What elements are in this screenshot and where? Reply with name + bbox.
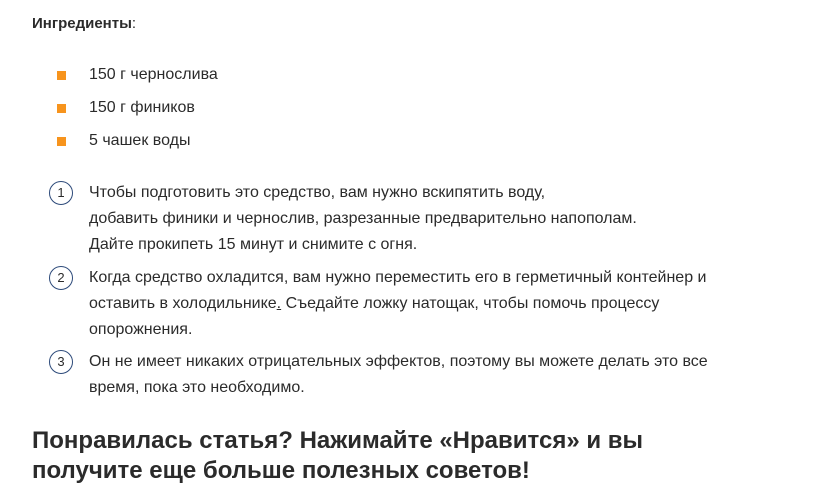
step-text-line: добавить финики и чернослив, разрезанные предварительно напополам. bbox=[89, 210, 637, 227]
ingredients-heading-label: Ингредиенты bbox=[32, 15, 132, 32]
call-to-action-heading bbox=[32, 426, 643, 486]
step-text-segment: Съедайте ложку натощак, чтобы помочь процессу bbox=[281, 295, 660, 312]
cta-line: Понравилась статья? Нажимайте «Нравится» и вы bbox=[32, 427, 644, 454]
step-text-line bbox=[89, 291, 659, 317]
step-text-line: опорожнения. bbox=[89, 321, 193, 338]
step-text-line: время, пока это необходимо. bbox=[89, 379, 305, 396]
step-text-line: Когда средство охладится, вам нужно переместить его в герметичный контейнер и bbox=[89, 269, 707, 286]
list-item bbox=[0, 129, 400, 153]
ingredients-heading bbox=[32, 14, 136, 34]
ingredient-text: 150 г чернослива bbox=[89, 66, 218, 83]
step-number-badge: 1 bbox=[49, 181, 73, 205]
square-bullet-icon bbox=[57, 71, 66, 80]
step-text-line: Он не имеет никаких отрицательных эффектов, поэтому вы можете делать это все bbox=[89, 353, 708, 370]
ingredient-text: 150 г фиников bbox=[89, 99, 195, 116]
step-number-badge: 3 bbox=[49, 350, 73, 374]
cta-line: получите еще больше полезных советов! bbox=[32, 457, 530, 484]
square-bullet-icon bbox=[57, 137, 66, 146]
step-text-line: Чтобы подготовить это средство, вам нужно вскипятить воду, bbox=[89, 184, 546, 201]
step-text-segment: оставить в холодильнике bbox=[89, 295, 277, 312]
ingredient-text: 5 чашек воды bbox=[89, 132, 191, 149]
underlined-period: . bbox=[276, 295, 282, 312]
ingredients-heading-colon: : bbox=[131, 15, 137, 32]
step-text-line: Дайте прокипеть 15 минут и снимите с огня. bbox=[89, 236, 418, 253]
list-item bbox=[0, 63, 400, 87]
square-bullet-icon bbox=[57, 104, 66, 113]
list-item bbox=[0, 96, 400, 120]
step-number-badge: 2 bbox=[49, 266, 73, 290]
